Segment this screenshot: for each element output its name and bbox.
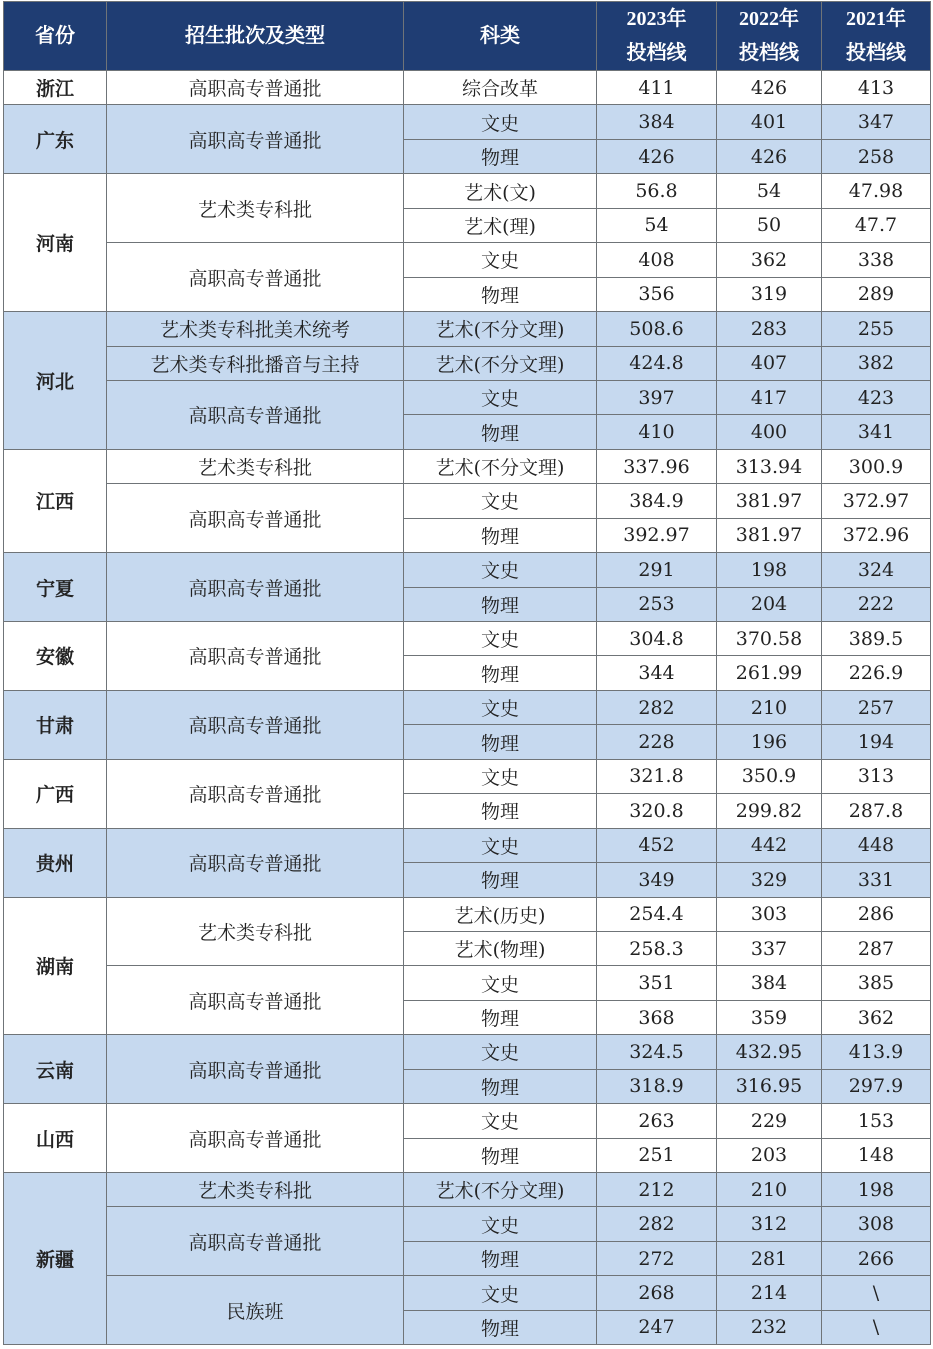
batch-cell: 高职高专普通批 <box>107 105 404 174</box>
score-2022-cell: 210 <box>717 1173 822 1207</box>
batch-cell: 高职高专普通批 <box>107 690 404 759</box>
header-2022-year: 2022年 <box>739 8 799 30</box>
subject-cell: 物理 <box>404 415 597 449</box>
admission-score-table <box>3 1 931 1345</box>
table-row <box>4 1276 931 1310</box>
score-2021-cell: 382 <box>822 346 931 380</box>
batch-cell: 艺术类专科批 <box>107 174 404 243</box>
batch-cell: 民族班 <box>107 1276 404 1345</box>
score-2022-cell: 50 <box>717 208 822 242</box>
table-row <box>4 346 931 380</box>
score-2021-cell: 47.98 <box>822 174 931 208</box>
province-cell: 广东 <box>4 105 107 174</box>
subject-cell: 文史 <box>404 759 597 793</box>
score-2021-cell: 226.9 <box>822 656 931 690</box>
score-2023-cell: 410 <box>597 415 717 449</box>
subject-cell: 文史 <box>404 622 597 656</box>
table-row <box>4 1035 931 1069</box>
batch-cell: 艺术类专科批美术统考 <box>107 312 404 346</box>
batch-cell: 高职高专普通批 <box>107 1104 404 1173</box>
score-2021-cell: 148 <box>822 1138 931 1172</box>
score-2021-cell: 286 <box>822 897 931 931</box>
score-2022-cell: 362 <box>717 243 822 277</box>
score-2023-cell: 384 <box>597 105 717 139</box>
score-2022-cell: 229 <box>717 1104 822 1138</box>
score-2022-cell: 350.9 <box>717 759 822 793</box>
score-2023-cell: 268 <box>597 1276 717 1310</box>
subject-cell: 艺术(不分文理) <box>404 449 597 483</box>
score-2022-cell: 312 <box>717 1207 822 1241</box>
score-2023-cell: 411 <box>597 71 717 105</box>
header-2023-label: 投档线 <box>626 42 687 64</box>
province-cell: 山西 <box>4 1104 107 1173</box>
score-2021-cell: 389.5 <box>822 622 931 656</box>
score-2022-cell: 319 <box>717 277 822 311</box>
header-2021 <box>822 2 931 71</box>
score-2021-cell: 222 <box>822 587 931 621</box>
table-row <box>4 1104 931 1138</box>
province-cell: 甘肃 <box>4 690 107 759</box>
score-2023-cell: 426 <box>597 139 717 173</box>
score-2023-cell: 508.6 <box>597 312 717 346</box>
score-2022-cell: 210 <box>717 690 822 724</box>
score-2023-cell: 254.4 <box>597 897 717 931</box>
table-row <box>4 71 931 105</box>
score-2021-cell: 324 <box>822 553 931 587</box>
subject-cell: 文史 <box>404 484 597 518</box>
table-row <box>4 897 931 931</box>
score-2021-cell: 287 <box>822 931 931 965</box>
score-2021-cell: 347 <box>822 105 931 139</box>
score-2023-cell: 397 <box>597 380 717 414</box>
subject-cell: 文史 <box>404 105 597 139</box>
score-2021-cell: 266 <box>822 1241 931 1275</box>
batch-cell: 高职高专普通批 <box>107 1207 404 1276</box>
score-2022-cell: 417 <box>717 380 822 414</box>
subject-cell: 综合改革 <box>404 71 597 105</box>
province-cell: 江西 <box>4 449 107 552</box>
score-2023-cell: 54 <box>597 208 717 242</box>
subject-cell: 物理 <box>404 139 597 173</box>
score-2022-cell: 432.95 <box>717 1035 822 1069</box>
table-row <box>4 690 931 724</box>
score-2022-cell: 214 <box>717 1276 822 1310</box>
score-2023-cell: 320.8 <box>597 794 717 828</box>
score-2021-cell: 300.9 <box>822 449 931 483</box>
score-2023-cell: 318.9 <box>597 1069 717 1103</box>
province-cell: 河北 <box>4 312 107 450</box>
score-2022-cell: 442 <box>717 828 822 862</box>
score-2021-cell: 413 <box>822 71 931 105</box>
batch-cell: 高职高专普通批 <box>107 380 404 449</box>
batch-cell: 高职高专普通批 <box>107 553 404 622</box>
table-row <box>4 622 931 656</box>
score-2021-cell: 194 <box>822 725 931 759</box>
score-2022-cell: 384 <box>717 966 822 1000</box>
table-row <box>4 312 931 346</box>
table-row <box>4 105 931 139</box>
province-cell: 广西 <box>4 759 107 828</box>
batch-cell: 高职高专普通批 <box>107 71 404 105</box>
batch-cell: 高职高专普通批 <box>107 828 404 897</box>
batch-cell: 艺术类专科批 <box>107 1173 404 1207</box>
score-2023-cell: 247 <box>597 1310 717 1344</box>
score-2022-cell: 204 <box>717 587 822 621</box>
subject-cell: 文史 <box>404 243 597 277</box>
score-2023-cell: 282 <box>597 1207 717 1241</box>
province-cell: 浙江 <box>4 71 107 105</box>
score-2023-cell: 349 <box>597 863 717 897</box>
batch-cell: 高职高专普通批 <box>107 243 404 312</box>
subject-cell: 物理 <box>404 1241 597 1275</box>
score-2023-cell: 272 <box>597 1241 717 1275</box>
header-province: 省份 <box>4 2 107 71</box>
score-2021-cell: 448 <box>822 828 931 862</box>
score-2023-cell: 424.8 <box>597 346 717 380</box>
table-row <box>4 759 931 793</box>
score-2022-cell: 299.82 <box>717 794 822 828</box>
score-2022-cell: 426 <box>717 139 822 173</box>
score-2022-cell: 261.99 <box>717 656 822 690</box>
subject-cell: 文史 <box>404 828 597 862</box>
score-2023-cell: 56.8 <box>597 174 717 208</box>
province-cell: 贵州 <box>4 828 107 897</box>
header-batch: 招生批次及类型 <box>107 2 404 71</box>
score-2023-cell: 368 <box>597 1000 717 1034</box>
subject-cell: 文史 <box>404 380 597 414</box>
score-2021-cell: \ <box>822 1310 931 1344</box>
score-2022-cell: 329 <box>717 863 822 897</box>
score-2022-cell: 283 <box>717 312 822 346</box>
subject-cell: 物理 <box>404 518 597 552</box>
score-2023-cell: 344 <box>597 656 717 690</box>
batch-cell: 高职高专普通批 <box>107 622 404 691</box>
score-2023-cell: 452 <box>597 828 717 862</box>
score-2023-cell: 251 <box>597 1138 717 1172</box>
score-2022-cell: 316.95 <box>717 1069 822 1103</box>
batch-cell: 高职高专普通批 <box>107 966 404 1035</box>
score-2023-cell: 356 <box>597 277 717 311</box>
score-2022-cell: 381.97 <box>717 484 822 518</box>
subject-cell: 物理 <box>404 863 597 897</box>
score-2022-cell: 337 <box>717 931 822 965</box>
score-2021-cell: 289 <box>822 277 931 311</box>
header-2021-year: 2021年 <box>846 8 906 30</box>
table-body <box>4 71 931 1345</box>
score-2023-cell: 258.3 <box>597 931 717 965</box>
table-row <box>4 174 931 208</box>
score-2021-cell: 313 <box>822 759 931 793</box>
subject-cell: 艺术(不分文理) <box>404 1173 597 1207</box>
score-2023-cell: 384.9 <box>597 484 717 518</box>
score-2023-cell: 212 <box>597 1173 717 1207</box>
province-cell: 云南 <box>4 1035 107 1104</box>
table-row <box>4 484 931 518</box>
score-2021-cell: 413.9 <box>822 1035 931 1069</box>
subject-cell: 文史 <box>404 966 597 1000</box>
subject-cell: 艺术(文) <box>404 174 597 208</box>
score-2023-cell: 351 <box>597 966 717 1000</box>
score-2022-cell: 426 <box>717 71 822 105</box>
subject-cell: 文史 <box>404 1104 597 1138</box>
subject-cell: 文史 <box>404 1276 597 1310</box>
score-2023-cell: 408 <box>597 243 717 277</box>
province-cell: 湖南 <box>4 897 107 1035</box>
subject-cell: 艺术(不分文理) <box>404 312 597 346</box>
subject-cell: 物理 <box>404 587 597 621</box>
table-row <box>4 828 931 862</box>
score-2022-cell: 303 <box>717 897 822 931</box>
subject-cell: 物理 <box>404 794 597 828</box>
subject-cell: 艺术(不分文理) <box>404 346 597 380</box>
subject-cell: 物理 <box>404 656 597 690</box>
header-2021-label: 投档线 <box>846 42 906 64</box>
subject-cell: 文史 <box>404 690 597 724</box>
subject-cell: 物理 <box>404 1000 597 1034</box>
score-2022-cell: 281 <box>717 1241 822 1275</box>
score-2022-cell: 370.58 <box>717 622 822 656</box>
score-2021-cell: 258 <box>822 139 931 173</box>
score-2022-cell: 54 <box>717 174 822 208</box>
score-2021-cell: 362 <box>822 1000 931 1034</box>
subject-cell: 物理 <box>404 1069 597 1103</box>
score-2021-cell: 297.9 <box>822 1069 931 1103</box>
score-2021-cell: 341 <box>822 415 931 449</box>
subject-cell: 艺术(物理) <box>404 931 597 965</box>
subject-cell: 文史 <box>404 553 597 587</box>
batch-cell: 高职高专普通批 <box>107 759 404 828</box>
subject-cell: 文史 <box>404 1207 597 1241</box>
batch-cell: 艺术类专科批 <box>107 897 404 966</box>
score-2023-cell: 291 <box>597 553 717 587</box>
score-2021-cell: \ <box>822 1276 931 1310</box>
subject-cell: 艺术(理) <box>404 208 597 242</box>
table-row <box>4 553 931 587</box>
score-2022-cell: 401 <box>717 105 822 139</box>
batch-cell: 艺术类专科批播音与主持 <box>107 346 404 380</box>
score-2023-cell: 253 <box>597 587 717 621</box>
score-2021-cell: 385 <box>822 966 931 1000</box>
header-2022 <box>717 2 822 71</box>
score-2022-cell: 400 <box>717 415 822 449</box>
header-row <box>4 2 931 71</box>
score-2022-cell: 381.97 <box>717 518 822 552</box>
batch-cell: 艺术类专科批 <box>107 449 404 483</box>
score-2021-cell: 331 <box>822 863 931 897</box>
score-2022-cell: 203 <box>717 1138 822 1172</box>
subject-cell: 物理 <box>404 1310 597 1344</box>
province-cell: 宁夏 <box>4 553 107 622</box>
score-2022-cell: 359 <box>717 1000 822 1034</box>
batch-cell: 高职高专普通批 <box>107 1035 404 1104</box>
score-2021-cell: 372.96 <box>822 518 931 552</box>
table-row <box>4 243 931 277</box>
header-subject: 科类 <box>404 2 597 71</box>
score-2023-cell: 337.96 <box>597 449 717 483</box>
score-2022-cell: 407 <box>717 346 822 380</box>
table-row <box>4 1207 931 1241</box>
score-2022-cell: 198 <box>717 553 822 587</box>
subject-cell: 文史 <box>404 1035 597 1069</box>
score-2021-cell: 372.97 <box>822 484 931 518</box>
subject-cell: 艺术(历史) <box>404 897 597 931</box>
subject-cell: 物理 <box>404 1138 597 1172</box>
table-row <box>4 380 931 414</box>
score-2021-cell: 198 <box>822 1173 931 1207</box>
score-2021-cell: 255 <box>822 312 931 346</box>
score-2021-cell: 287.8 <box>822 794 931 828</box>
header-2023-year: 2023年 <box>626 8 687 30</box>
province-cell: 安徽 <box>4 622 107 691</box>
batch-cell: 高职高专普通批 <box>107 484 404 553</box>
score-2021-cell: 338 <box>822 243 931 277</box>
score-2023-cell: 321.8 <box>597 759 717 793</box>
table-row <box>4 1173 931 1207</box>
score-2023-cell: 324.5 <box>597 1035 717 1069</box>
score-2021-cell: 423 <box>822 380 931 414</box>
score-2021-cell: 257 <box>822 690 931 724</box>
province-cell: 河南 <box>4 174 107 312</box>
score-2021-cell: 47.7 <box>822 208 931 242</box>
score-2023-cell: 263 <box>597 1104 717 1138</box>
header-2022-label: 投档线 <box>739 42 799 64</box>
subject-cell: 物理 <box>404 277 597 311</box>
score-2023-cell: 392.97 <box>597 518 717 552</box>
score-2023-cell: 228 <box>597 725 717 759</box>
score-2023-cell: 282 <box>597 690 717 724</box>
score-2023-cell: 304.8 <box>597 622 717 656</box>
score-2021-cell: 308 <box>822 1207 931 1241</box>
header-2023 <box>597 2 717 71</box>
table-row <box>4 966 931 1000</box>
table-row <box>4 449 931 483</box>
score-2022-cell: 313.94 <box>717 449 822 483</box>
province-cell: 新疆 <box>4 1173 107 1345</box>
score-2021-cell: 153 <box>822 1104 931 1138</box>
score-2022-cell: 196 <box>717 725 822 759</box>
score-2022-cell: 232 <box>717 1310 822 1344</box>
subject-cell: 物理 <box>404 725 597 759</box>
